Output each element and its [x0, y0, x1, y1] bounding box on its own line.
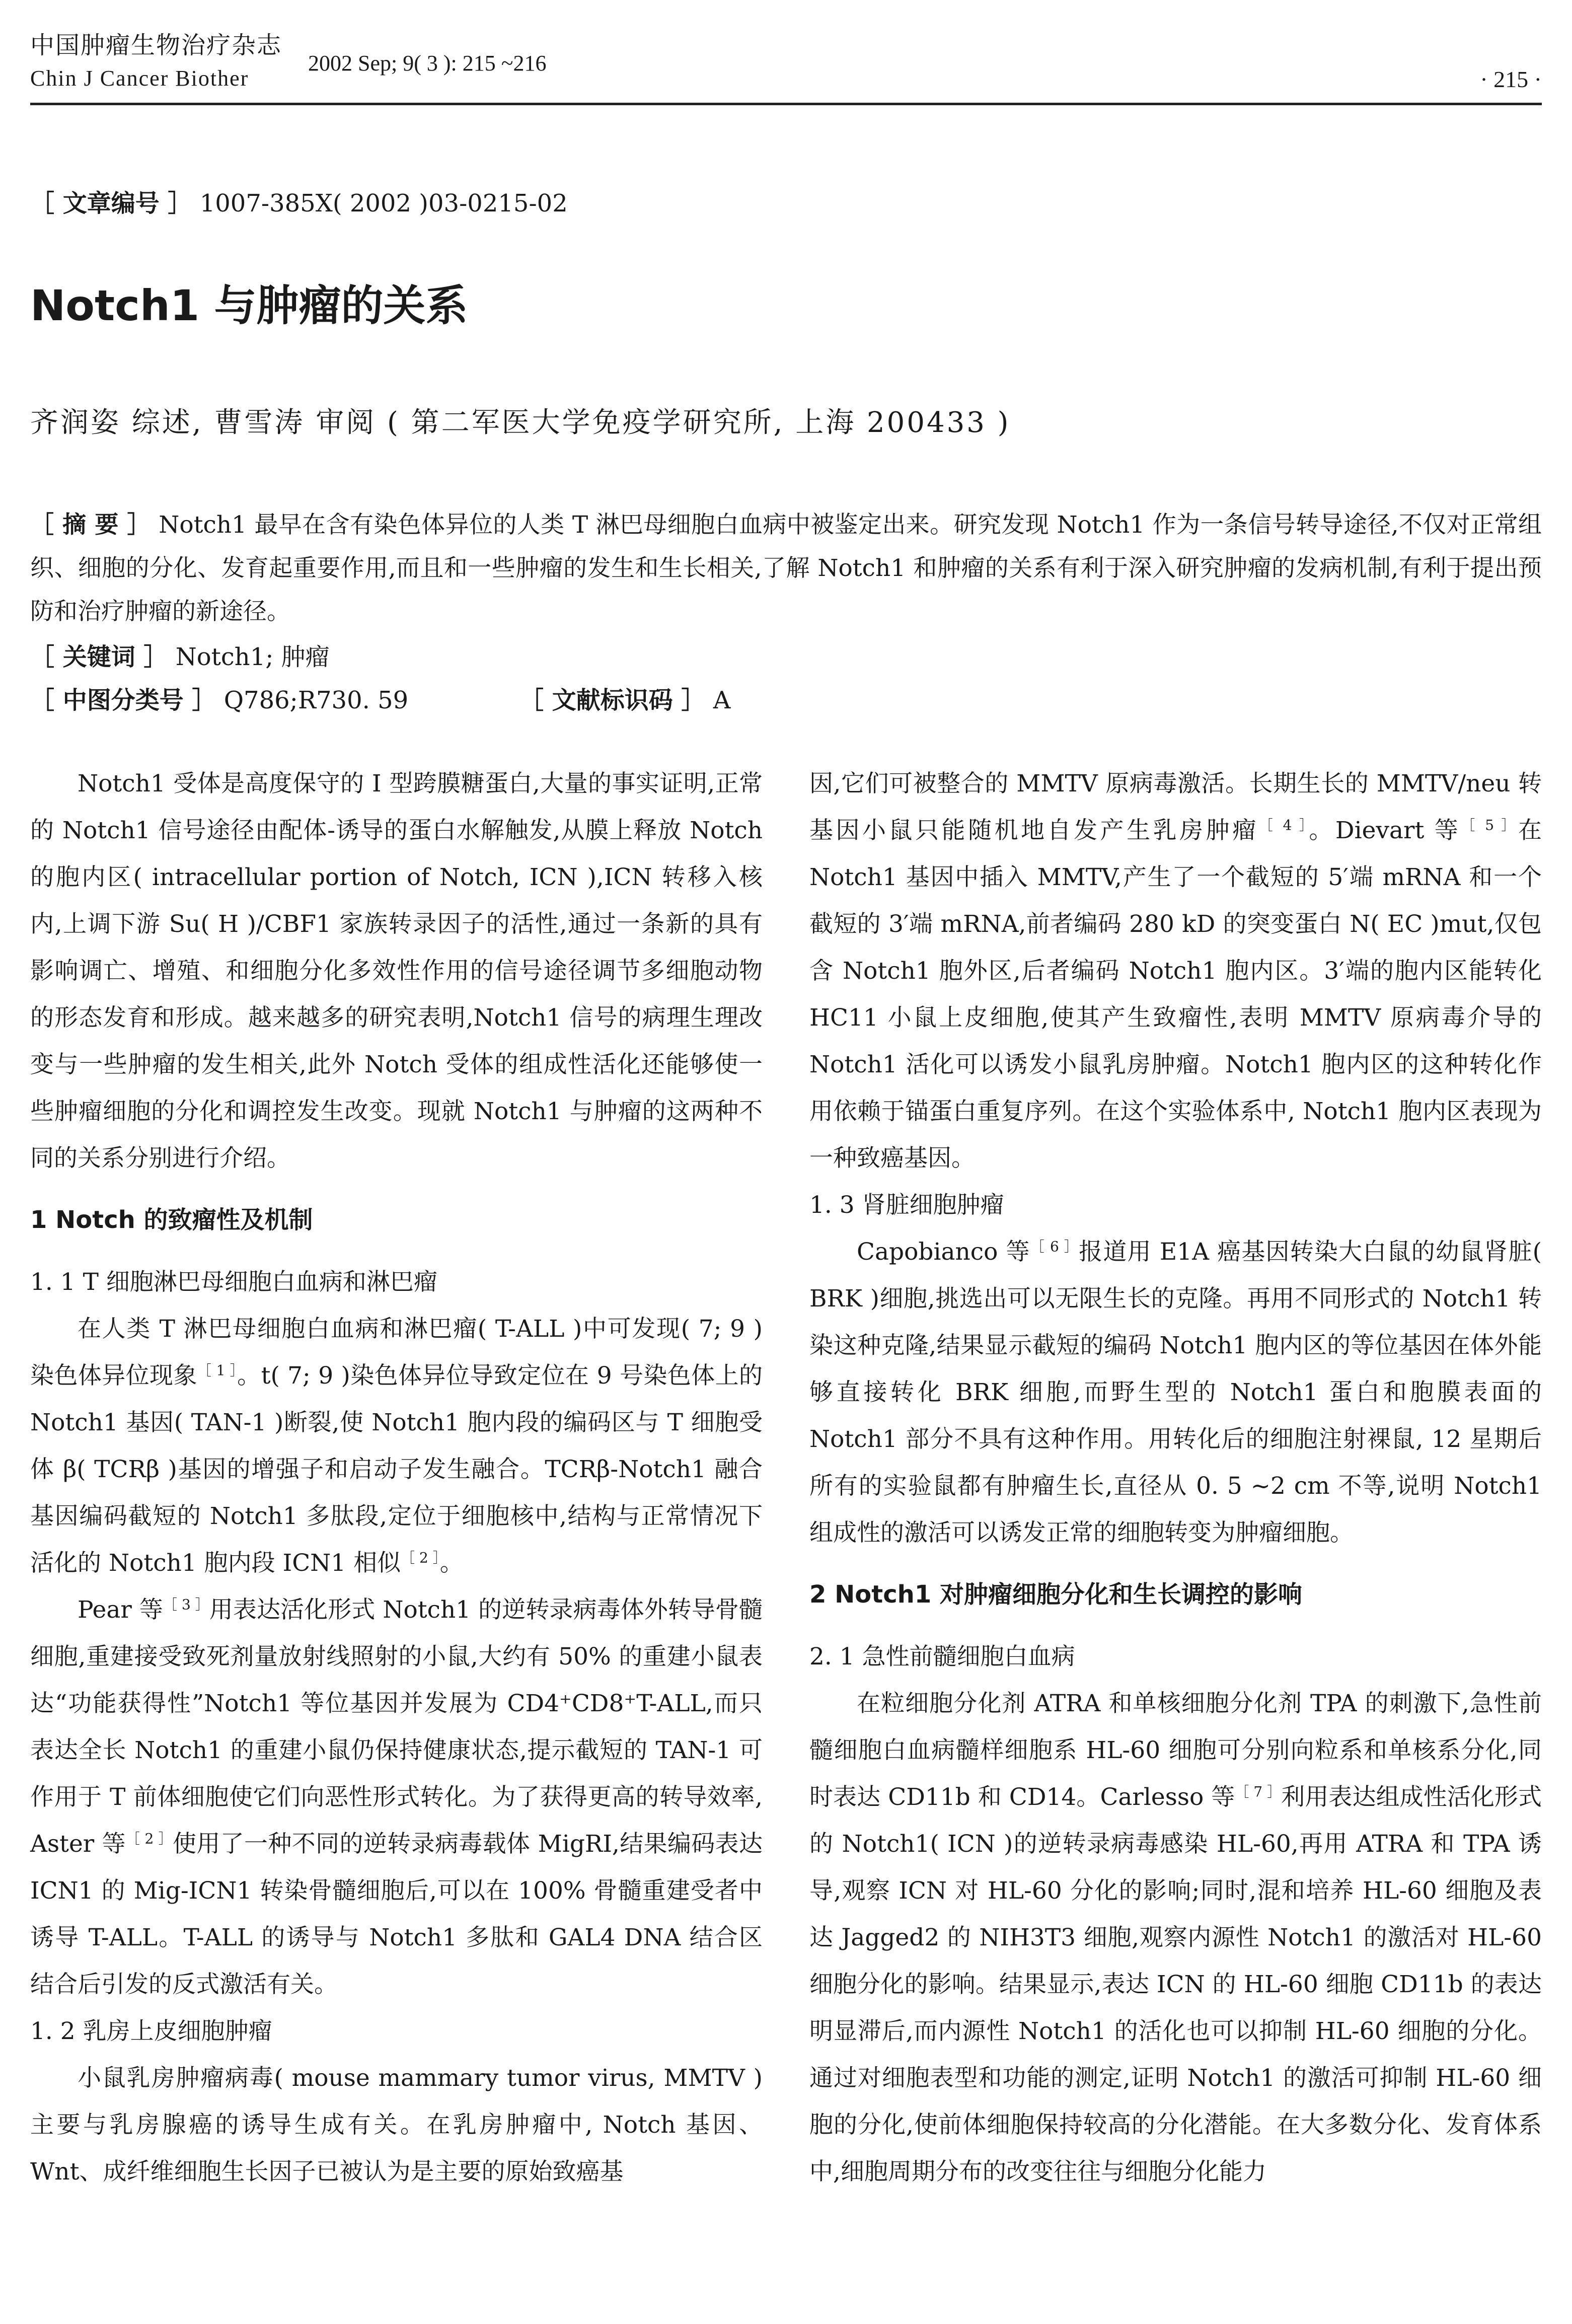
subsection-heading-1-2: 1. 2 乳房上皮细胞肿瘤 — [30, 2017, 272, 2045]
text-span: 利用表达组成性活化形式的 Notch1( ICN )的逆转录病毒感染 HL-60,再用 ATRA 和 TPA 诱导,观察 ICN 对 HL-60 分化的影响;同时,混和培养 HL-60 细胞及表达 Jagged2 的 NIH3T3 细胞,观察内源性 Notch1 的激活对 HL-60 细胞分化的影响。结果显示,表达 ICN 的 HL-60 细胞 CD11b 的表达明显滞后,而内源性 Notch1 的活化也可以抑制 HL-60 细胞的分化。通过对细胞表型和功能的测定,证明 Notch1 的激活可抑制 HL-60 细胞的分化,使前体细胞保持较高的分化潜能。在大多数分化、发育体系中,细胞周期分布的改变往往与细胞分化能力 — [809, 1783, 1542, 2186]
text-span: Pear 等 — [78, 1596, 163, 1624]
section-heading-2: 2 Notch1 对肿瘤细胞分化和生长调控的影响 — [809, 1580, 1302, 1609]
right-column — [809, 760, 1542, 2195]
keywords-line — [30, 639, 330, 675]
document-id-line — [519, 683, 730, 718]
paragraph-1-1a — [30, 1305, 763, 1586]
document-id-value: A — [713, 686, 731, 714]
citation-ref: ［ 2 ］ — [125, 1830, 173, 1847]
article-number — [30, 187, 568, 220]
citation-ref: ［ 6 ］ — [1030, 1238, 1079, 1255]
abstract-text: Notch1 最早在含有染色体异位的人类 T 淋巴母细胞白血病中被鉴定出来。研究发现 Notch1 作为一条信号转导途径,不仅对正常组织、细胞的分化、发育起重要作用,而且和一些肿瘤的发生和生长相关,了解 Notch1 和肿瘤的关系有利于深入研究肿瘤的发病机制,有利于提出预防和治疗肿瘤的新途径。 — [30, 511, 1542, 625]
paragraph-1-2-continued — [809, 760, 1542, 1182]
subsection-heading-2-1: 2. 1 急性前髓细胞白血病 — [809, 1643, 1075, 1671]
citation-ref: ［ 5 ］ — [1461, 817, 1518, 834]
classification-value: Q786;R730. 59 — [223, 686, 409, 714]
paragraph-1-2: 小鼠乳房肿瘤病毒( mouse mammary tumor virus, MMTV )主要与乳房腺癌的诱导生成有关。在乳房肿瘤中, Notch 基因、Wnt、成纤维细胞生长因子已被认为是主要的原始致癌基 — [30, 2064, 763, 2186]
text-span: 因,它们可被整合的 MMTV 原病毒激活。长期生长的 MMTV/neu 转基因小鼠只能随机地自发产生乳房肿瘤 — [809, 770, 1542, 844]
text-span: 在 Notch1 基因中插入 MMTV,产生了一个截短的 5′端 mRNA 和一个截短的 3′端 mRNA,前者编码 280 kD 的突变蛋白 N( EC )mut,仅包含 Notch1 胞外区,后者编码 Notch1 胞内区。3′端的胞内区能转化 HC11 小鼠上皮细胞,使其产生致瘤性,表明 MMTV 原病毒介导的 Notch1 活化可以诱发小鼠乳房肿瘤。Notch1 胞内区的这种转化作用依赖于锚蛋白重复序列。在这个实验体系中, Notch1 胞内区表现为一种致癌基因。 — [809, 817, 1542, 1172]
text-span: 用表达活化形式 Notch1 的逆转录病毒体外转导骨髓细胞,重建接受致死剂量放射线照射的小鼠,大约有 50% 的重建小鼠表达“功能获得性”Notch1 等位基因并发展为 CD4⁺CD8⁺T-ALL,而只表达全长 Notch1 的重建小鼠仍保持健康状态,提示截短的 TAN-1 可作用于 T 前体细胞使它们向恶性形式转化。为了获得更高的转导效率, Aster 等 — [30, 1596, 763, 1858]
paragraph-2-1 — [809, 1680, 1542, 2195]
classification-label: ［ 中图分类号 ］ — [30, 686, 216, 714]
abstract-label: ［ 摘 要 ］ — [30, 511, 151, 539]
header-rule — [30, 103, 1542, 105]
text-span: 在人类 T 淋巴母细胞白血病和淋巴瘤( T-ALL )中可发现( 7; 9 )染色体异位现象 — [30, 1315, 763, 1390]
paragraph-1-1b — [30, 1586, 763, 2008]
intro-paragraph: Notch1 受体是高度保守的 Ⅰ 型跨膜糖蛋白,大量的事实证明,正常的 Notch1 信号途径由配体-诱导的蛋白水解触发,从膜上释放 Notch 的胞内区( intracellular portion of Notch, ICN ),ICN 转移入核内,上调下游 Su( H )/CBF1 家族转录因子的活性,通过一条新的具有影响调亡、增殖、和细胞分化多效性作用的信号途径调节多细胞动物的形态发育和形成。越来越多的研究表明,Notch1 信号的病理生理改变与一些肿瘤的发生相关,此外 Notch 受体的组成性活化还能够使一些肿瘤细胞的分化和调控发生改变。现就 Notch1 与肿瘤的这两种不同的关系分别进行介绍。 — [30, 770, 763, 1172]
journal-title-en: Chin J Cancer Biother — [30, 66, 249, 91]
citation-ref: ［ 2 ］ — [401, 1549, 440, 1566]
subsection-heading-1-1: 1. 1 T 细胞淋巴母细胞白血病和淋巴瘤 — [30, 1268, 437, 1296]
page-number: · 215 · — [1480, 66, 1542, 92]
citation-ref: ［ 3 ］ — [163, 1596, 209, 1613]
text-span: 。t( 7; 9 )染色体异位导致定位在 9 号染色体上的 Notch1 基因( TAN-1 )断裂,使 Notch1 胞内段的编码区与 T 细胞受体 β( TCRβ )基因的增强子和启动子发生融合。TCRβ-Notch1 融合基因编码截短的 Notch1 多肽段,定位于细胞核中,结构与正常情况下活化的 Notch1 胞内段 ICN1 相似 — [30, 1362, 763, 1577]
subsection-heading-1-3: 1. 3 肾脏细胞肿瘤 — [809, 1191, 1004, 1219]
keywords-value: Notch1; 肿瘤 — [175, 643, 330, 671]
text-span: 使用了一种不同的逆转录病毒载体 MigRI,结果编码表达 ICN1 的 Mig-ICN1 转染骨髓细胞后,可以在 100% 骨髓重建受者中诱导 T-ALL。T-ALL 的诱导与 Notch1 多肽和 GAL4 DNA 结合区结合后引发的反式激活有关。 — [30, 1830, 763, 1998]
document-id-label: ［ 文献标识码 ］ — [519, 686, 706, 714]
left-column — [30, 760, 763, 2195]
citation-ref: ［ 4 ］ — [1258, 817, 1309, 834]
citation-ref: ［ 1 ］ — [197, 1362, 238, 1379]
authors-line: 齐润姿 综述, 曹雪涛 审阅 ( 第二军医大学免疫学研究所, 上海 200433 ) — [30, 406, 1011, 439]
citation-ref: ［ 7 ］ — [1235, 1783, 1282, 1800]
text-span: Capobianco 等 — [857, 1238, 1030, 1266]
paragraph-1-3 — [809, 1228, 1542, 1556]
keywords-label: ［ 关键词 ］ — [30, 643, 168, 671]
abstract — [30, 503, 1542, 633]
classification-line — [30, 683, 408, 718]
article-number-value: 1007-385X( 2002 )03-0215-02 — [199, 189, 568, 217]
text-span: 。 — [439, 1549, 464, 1577]
page-header — [30, 29, 1542, 110]
text-span: 报道用 E1A 癌基因转染大白鼠的幼鼠肾脏( BRK )细胞,挑选出可以无限生长的克隆。再用不同形式的 Notch1 转染这种克隆,结果显示截短的编码 Notch1 胞内区的等位基因在体外能够直接转化 BRK 细胞,而野生型的 Notch1 蛋白和胞膜表面的 Notch1 部分不具有这种作用。用转化后的细胞注射裸鼠, 12 星期后所有的实验鼠都有肿瘤生长,直径从 0. 5 ~2 cm 不等,说明 Notch1 组成性的激活可以诱发正常的细胞转变为肿瘤细胞。 — [809, 1238, 1542, 1547]
journal-issue: 2002 Sep; 9( 3 ): 215 ~216 — [308, 51, 547, 76]
section-heading-1: 1 Notch 的致瘤性及机制 — [30, 1206, 313, 1234]
article-number-label: ［ 文章编号 ］ — [30, 189, 192, 217]
text-span: 在粒细胞分化剂 ATRA 和单核细胞分化剂 TPA 的刺激下,急性前髓细胞白血病髓样细胞系 HL-60 细胞可分别向粒系和单核系分化,同时表达 CD11b 和 CD14。Carlesso 等 — [809, 1690, 1542, 1811]
journal-title-cn: 中国肿瘤生物治疗杂志 — [30, 31, 282, 59]
article-title: Notch1 与肿瘤的关系 — [30, 281, 468, 330]
text-span: 。Dievart 等 — [1309, 817, 1461, 844]
